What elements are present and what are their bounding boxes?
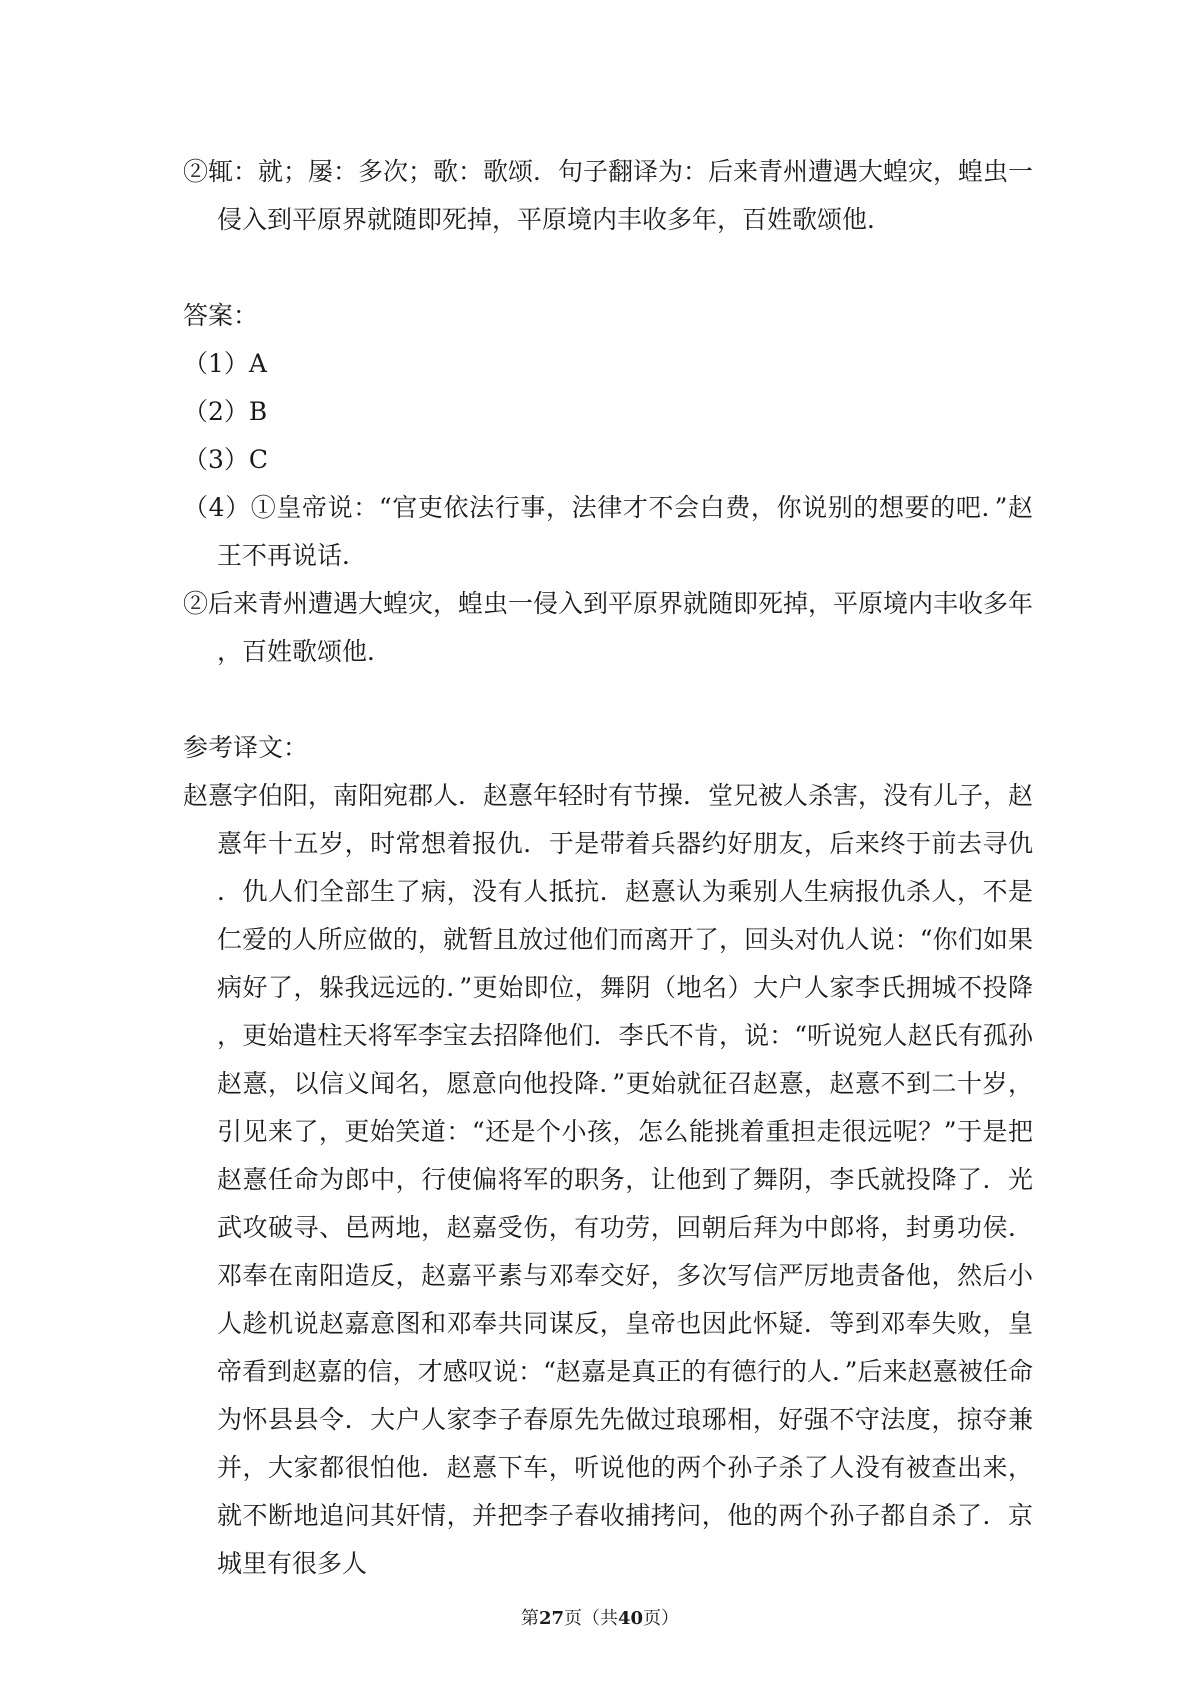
explanation-paragraph: ②辄：就；屡：多次；歌：歌颂．句子翻译为：后来青州遭遇大蝗灾，蝗虫一侵入到平原界就随即死掉，平原境内丰收多年，百姓歌颂他． [183,157,1034,234]
spacer [183,676,1033,724]
spacer [183,244,1033,292]
footer-suffix: 页） [643,1608,680,1629]
answer-item-1: （1）A [183,349,267,378]
page-content [183,148,1033,1588]
answer-item-4: （4）①皇帝说：“官吏依法行事，法律才不会白费，你说别的想要的吧．”赵王不再说话． [183,493,1033,570]
answer-item-2: （2）B [183,397,268,426]
translation-label: 参考译文： [183,733,309,762]
page-footer [0,1606,1200,1632]
footer-page-number: 27 [538,1608,564,1629]
answers-label: 答案： [183,301,259,330]
translation-paragraph: 赵憙字伯阳，南阳宛郡人．赵憙年轻时有节操．堂兄被人杀害，没有儿子，赵憙年十五岁，时常想着报仇．于是带着兵器约好朋友，后来终于前去寻仇．仇人们全部生了病，没有人抵抗．赵憙认为乘别人生病报仇杀人，不是仁爱的人所应做的，就暂且放过他们而离开了，回头对仇人说：“你们如果病好了，躲我远远的．”更始即位，舞阴（地名）大户人家李氏拥城不投降，更始遣柱天将军李宝去招降他们．李氏不肯，说：“听说宛人赵氏有孤孙赵憙，以信义闻名，愿意向他投降．”更始就征召赵憙，赵憙不到二十岁，引见来了，更始笑道：“还是个小孩，怎么能挑着重担走很远呢？”于是把赵憙任命为郎中，行使偏将军的职务，让他到了舞阴，李氏就投降了．光武攻破寻、邑两地，赵嘉受伤，有功劳，回朝后拜为中郎将，封勇功侯．邓奉在南阳造反，赵嘉平素与邓奉交好，多次写信严厉地责备他，然后小人趁机说赵嘉意图和邓奉共同谋反，皇帝也因此怀疑．等到邓奉失败，皇帝看到赵嘉的信，才感叹说：“赵嘉是真正的有德行的人．”后来赵憙被任命为怀县县令．大户人家李子春原先先做过琅琊相，好强不守法度，掠夺兼并，大家都很怕他．赵憙下车，听说他的两个孙子杀了人没有被查出来，就不断地追问其奸情，并把李子春收捕拷问，他的两个孙子都自杀了．京城里有很多人 [183,781,1034,1578]
footer-prefix: 第 [520,1608,539,1629]
footer-total-pages: 40 [618,1608,644,1629]
answer-item-5: ②后来青州遭遇大蝗灾，蝗虫一侵入到平原界就随即死掉，平原境内丰收多年，百姓歌颂他． [183,589,1034,666]
answer-item-3: （3）C [183,445,269,474]
footer-middle: 页（共 [564,1608,618,1629]
